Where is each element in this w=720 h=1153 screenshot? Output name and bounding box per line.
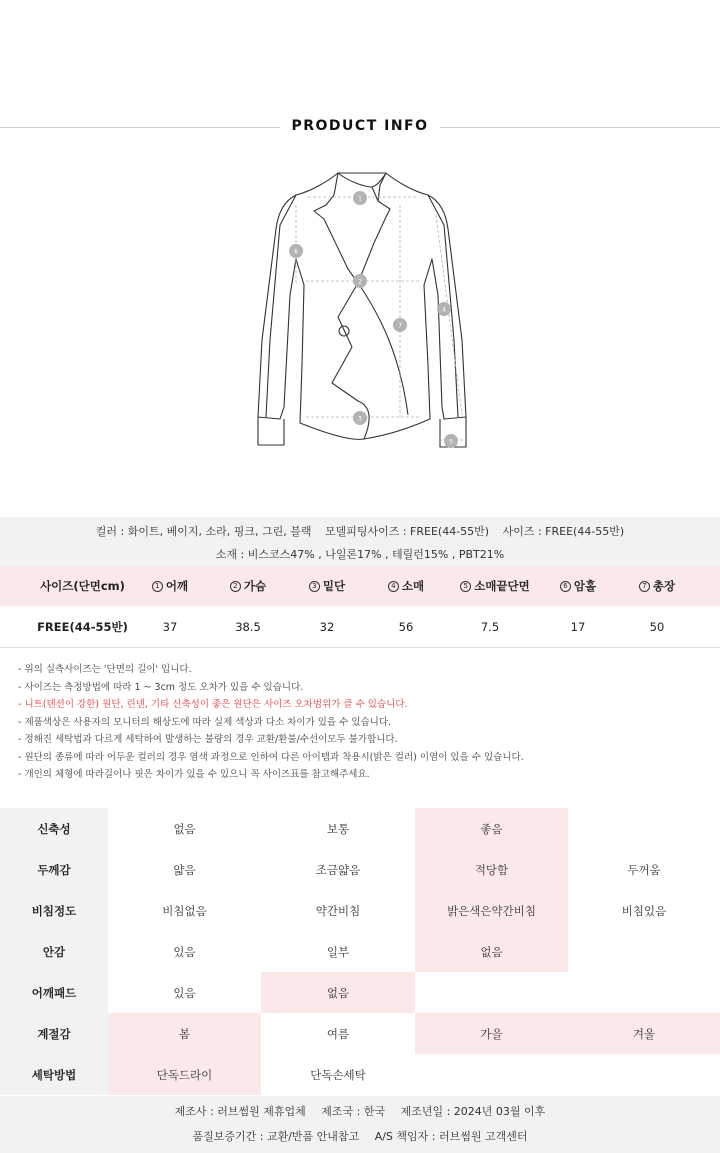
attribute-row (0, 972, 720, 1013)
attribute-option: 비침있음 (621, 903, 667, 918)
size-value-length: 50 (649, 619, 665, 634)
attribute-option: 단독드라이 (108, 1054, 261, 1095)
attribute-label: 어깨패드 (0, 972, 108, 1013)
measure-point-6 (289, 244, 303, 258)
size-col-shoulder: 1 어깨 (120, 566, 220, 606)
measure-point-7 (393, 318, 407, 332)
size-value-sleeve: 56 (398, 619, 414, 634)
collar (338, 173, 386, 187)
country-info: 제조국 : 한국 (321, 1105, 386, 1118)
size-value-chest: 38.5 (235, 619, 261, 634)
section-title-row (0, 116, 720, 138)
attribute-option (568, 931, 720, 972)
note-item: - 위의 실측사이즈는 '단면의 길이' 입니다. (18, 664, 192, 675)
attribute-option: 없음 (415, 931, 568, 972)
color-info: 컬러 : 화이트, 베이지, 소라, 핑크, 그린, 블랙 (95, 525, 312, 538)
attribute-option: 봄 (108, 1013, 261, 1054)
size-col-chest: 2 가슴 (198, 566, 298, 606)
attribute-option: 밝은색은약간비침 (415, 890, 568, 931)
attribute-option: 얇음 (173, 862, 196, 877)
size-value-shoulder: 37 (162, 619, 178, 634)
size-info: 사이즈 : FREE(44-55반) (502, 525, 625, 538)
attribute-option: 일부 (326, 944, 350, 959)
footer-line-2 (0, 1128, 720, 1144)
jacket-outline (258, 173, 466, 439)
attribute-option: 비침없음 (162, 903, 207, 918)
right-lapel (358, 173, 390, 283)
measure-point-5 (444, 434, 458, 448)
material-info: 소재 : 비스코스47% , 나일론17% , 테릴런15% , PBT21% (215, 548, 505, 561)
attribute-option: 좋음 (415, 808, 568, 849)
attribute-option: 있음 (173, 985, 196, 1000)
measure-point-1 (353, 191, 367, 205)
left-cuff (258, 417, 284, 445)
size-value-hem: 32 (319, 619, 335, 634)
attribute-option: 단독손세탁 (310, 1067, 366, 1082)
as-info: A/S 책임자 : 러브썸원 고객센터 (374, 1130, 528, 1143)
svg-text:4: 4 (442, 306, 446, 314)
left-lapel (314, 173, 358, 283)
size-value-cuff: 7.5 (480, 619, 500, 634)
note-item: - 개인의 체형에 따라길이나 핏은 차이가 있을 수 있으니 꼭 사이즈표를 참고해주세요. (18, 769, 370, 780)
size-row-label: FREE(44-55반) (37, 619, 128, 634)
attribute-option: 약간비침 (315, 903, 361, 918)
jacket-measurement-diagram (240, 165, 480, 460)
attribute-table (0, 808, 720, 1095)
attribute-row (0, 808, 720, 849)
manufacturer-footer (0, 1096, 720, 1153)
attribute-option: 두꺼움 (627, 862, 661, 877)
attribute-option: 조금얇음 (315, 862, 361, 877)
attribute-option: 겨울 (568, 1013, 720, 1054)
attribute-option (415, 972, 568, 1013)
note-item-warning: - 니트(텐션이 강한) 원단, 린넨, 기타 신축성이 좋은 원단은 사이즈 오차범위가 클 수 있습니다. (18, 699, 408, 710)
attribute-option (568, 1054, 720, 1095)
size-notes (18, 661, 708, 784)
model-size-info: 모델피팅사이즈 : FREE(44-55반) (324, 525, 490, 538)
attribute-option (568, 972, 720, 1013)
info-line-1 (0, 523, 720, 539)
svg-text:2: 2 (358, 278, 362, 286)
size-value-armhole: 17 (570, 619, 586, 634)
svg-text:5: 5 (449, 438, 453, 446)
svg-text:3: 3 (358, 415, 362, 423)
attribute-label: 신축성 (0, 808, 108, 849)
left-sleeve (266, 195, 296, 417)
attribute-option: 보통 (326, 821, 350, 836)
attribute-row (0, 1013, 720, 1054)
attribute-option: 가을 (415, 1013, 568, 1054)
size-col-length: 7 총장 (607, 566, 707, 606)
attribute-row (0, 849, 720, 890)
section-title: PRODUCT INFO (291, 118, 429, 134)
attribute-label: 안감 (0, 931, 108, 972)
attribute-option: 여름 (326, 1026, 350, 1041)
note-item: - 사이즈는 측정방법에 따라 1 ~ 3cm 정도 오차가 있을 수 있습니다. (18, 681, 304, 693)
attribute-label: 비침정도 (0, 890, 108, 931)
attribute-option (568, 808, 720, 849)
attribute-label: 세탁방법 (0, 1054, 108, 1095)
attribute-label: 계절감 (0, 1013, 108, 1054)
svg-text:7: 7 (398, 322, 402, 330)
size-header-label: 사이즈(단면cm) (40, 579, 125, 593)
measure-point-3 (353, 411, 367, 425)
attribute-option: 있음 (173, 944, 196, 959)
measure-point-4 (437, 302, 451, 316)
note-item: - 원단의 종류에 따라 어두운 컬러의 경우 염색 과정으로 인하여 다른 아이템과 착용시(밝은 컬러) 이염이 있을 수 있습니다. (18, 751, 524, 763)
product-info-block (0, 517, 720, 566)
size-col-hem: 3 밑단 (277, 566, 377, 606)
attribute-label: 두께감 (0, 849, 108, 890)
note-item: - 제품색상은 사용자의 모니터의 해상도에 따라 실제 색상과 다소 차이가 있을 수 있습니다. (18, 716, 392, 728)
size-table-header (0, 566, 720, 606)
attribute-option (415, 1054, 568, 1095)
warranty-info: 품질보증기간 : 교환/반품 안내참고 (192, 1130, 360, 1143)
svg-text:1: 1 (358, 195, 362, 203)
size-col-sleeve: 4 소매 (356, 566, 456, 606)
attribute-row (0, 1054, 720, 1095)
attribute-row (0, 890, 720, 931)
measure-point-2 (353, 274, 367, 288)
attribute-option: 없음 (173, 821, 196, 836)
svg-text:6: 6 (294, 248, 298, 256)
attribute-option: 적당함 (415, 849, 568, 890)
size-table-row (0, 606, 720, 648)
date-info: 제조년일 : 2024년 03월 이후 (400, 1105, 546, 1118)
size-col-cuff: 5 소매끝단면 (440, 566, 550, 606)
footer-line-1 (0, 1103, 720, 1119)
attribute-row (0, 931, 720, 972)
info-line-2 (0, 546, 720, 562)
attribute-option: 없음 (261, 972, 415, 1013)
note-item: - 정해진 세탁법과 다르게 세탁하여 발생하는 불량의 경우 교환/환불/수선이모두 불가합니다. (18, 734, 398, 745)
maker-info: 제조사 : 러브썸원 제휴업체 (174, 1105, 306, 1118)
size-col-armhole: 6 암홀 (528, 566, 628, 606)
